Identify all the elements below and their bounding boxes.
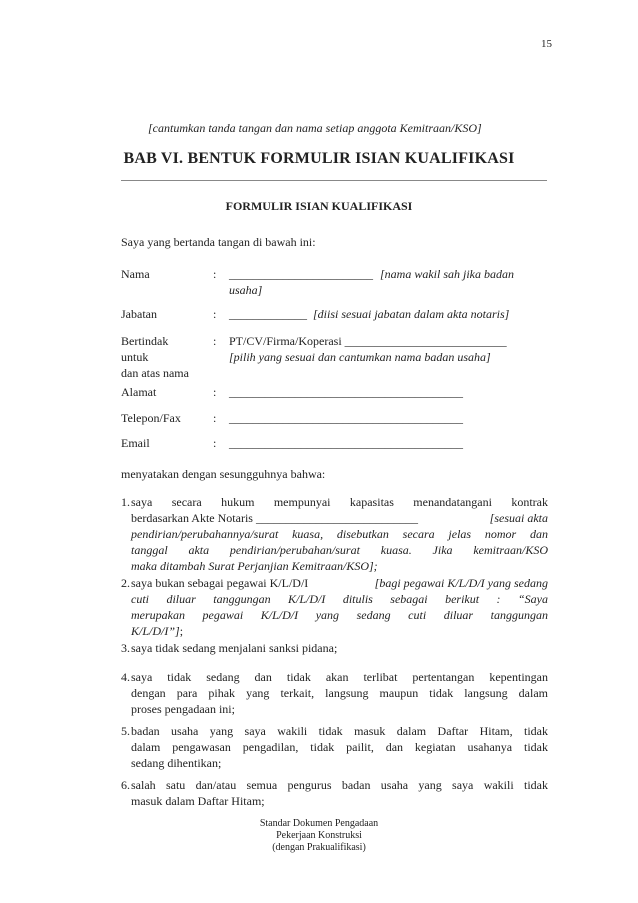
field-colon: : (213, 385, 217, 399)
field-label-alamat: Alamat (121, 385, 157, 399)
blank-line: _____________ (229, 307, 307, 321)
field-colon: : (213, 436, 217, 450)
field-value-telepon: _______________________________________ (229, 411, 463, 425)
field-label-nama: Nama (121, 267, 150, 281)
field-note-jabatan: [diisi sesuai jabatan dalam akta notaris] (313, 307, 510, 321)
field-note-bertindak: [pilih yang sesuai dan cantumkan nama badan usaha] (229, 350, 491, 364)
field-value-email: _______________________________________ (229, 436, 463, 450)
field-value-bertindak: PT/CV/Firma/Koperasi ___________________________ (229, 334, 507, 348)
blank-line: ________________________ (229, 267, 373, 281)
list-number: 5. (121, 724, 130, 738)
signature-note: [cantumkan tanda tangan dan nama setiap anggota Kemitraan/KSO] (148, 121, 482, 135)
field-label-telepon: Telepon/Fax (121, 411, 181, 425)
field-colon: : (213, 334, 217, 348)
list-number: 3. (121, 641, 130, 655)
statement-intro: menyatakan dengan sesungguhnya bahwa: (121, 467, 326, 481)
field-label-bertindak: Bertindak untuk dan atas nama (121, 334, 189, 380)
field-label-email: Email (121, 436, 150, 450)
form-title: FORMULIR ISIAN KUALIFIKASI (225, 199, 413, 213)
field-label-jabatan: Jabatan (121, 307, 157, 321)
field-colon: : (213, 411, 217, 425)
field-colon: : (213, 267, 217, 281)
field-note-nama: [nama wakil sah jika badan (380, 267, 514, 281)
field-value-alamat: _______________________________________ (229, 385, 463, 399)
divider (121, 180, 547, 181)
list-number: 2. (121, 576, 130, 590)
list-number: 4. (121, 670, 130, 684)
field-colon: : (213, 307, 217, 321)
field-value-nama (229, 266, 549, 282)
field-note-nama-cont: usaha] (229, 283, 263, 297)
list-number: 6. (121, 778, 130, 792)
page-footer: Standar Dokumen Pengadaan Pekerjaan Konstruksi (dengan Prakualifikasi) (259, 818, 379, 853)
page-number: 15 (541, 38, 552, 50)
field-value-jabatan (229, 306, 549, 322)
chapter-title: BAB VI. BENTUK FORMULIR ISIAN KUALIFIKASI (123, 150, 515, 167)
list-number: 1. (121, 495, 130, 509)
intro-text: Saya yang bertanda tangan di bawah ini: (121, 235, 316, 249)
